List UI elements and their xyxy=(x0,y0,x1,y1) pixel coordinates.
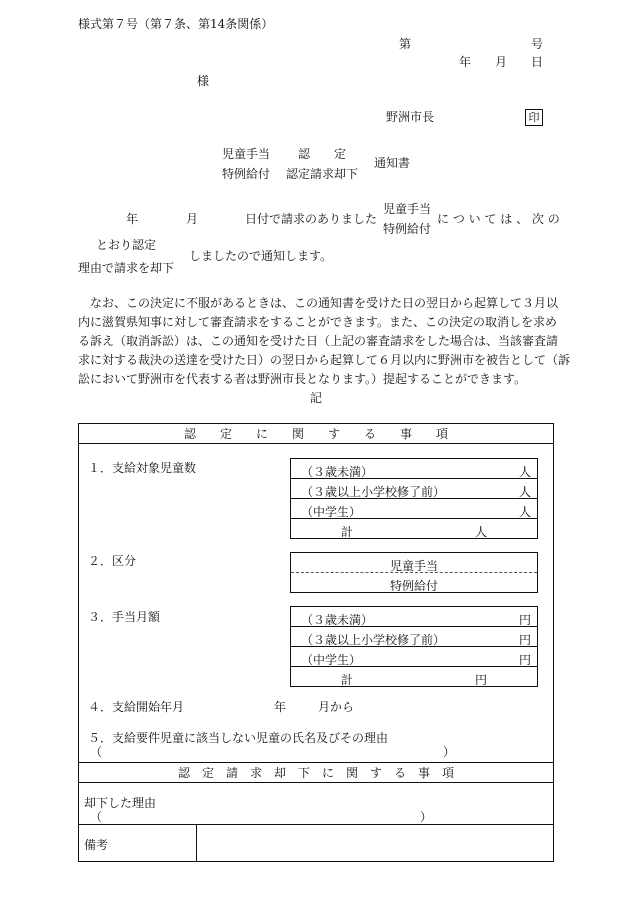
monthly-amount-row-label: （３歳未満） xyxy=(301,613,374,627)
intro-choice-kyakka: 理由で請求を却下 xyxy=(78,261,175,275)
monthly-amount-row-unit: 円 xyxy=(518,613,531,627)
date-month: 月 xyxy=(495,55,508,69)
appeal-notice-line: 訟において野洲市を代表する者は野洲市長となります。）提起することができます。 xyxy=(78,372,527,386)
seal-stamp: 印 xyxy=(525,109,543,126)
date-year: 年 xyxy=(459,55,472,69)
appeal-notice-line: なお、この決定に不服があるときは、この通知書を受けた日の翌日から起算して３月以 xyxy=(90,296,559,310)
child-count-row-unit: 人 xyxy=(518,505,531,519)
child-count-row xyxy=(291,478,537,499)
item4-label: ４．支給開始年月 xyxy=(88,700,185,714)
child-count-row-label: （中学生） xyxy=(301,505,362,519)
intro-tail: に つ い て は 、 次 の xyxy=(437,212,560,226)
section-nintei-title: 認 定 に 関 す る 事 項 xyxy=(183,427,448,441)
title-option-kyakka: 認定請求却下 xyxy=(286,167,359,181)
remarks-label: 備考 xyxy=(84,838,109,852)
intro-choice-nintei: とおり認定 xyxy=(96,238,157,252)
monthly-amount-row-unit: 円 xyxy=(518,653,531,667)
appeal-notice xyxy=(78,294,571,389)
item2-label: ２．区分 xyxy=(88,554,137,568)
rejection-reason-label: 却下した理由 xyxy=(84,796,157,810)
appeal-notice-line: る訴え（取消訴訟）は、この通知を受けた日（上記の審査請求をした場合は、当該審査請 xyxy=(78,334,559,348)
monthly-amount-row xyxy=(291,626,537,647)
item1-label: １．支給対象児童数 xyxy=(88,461,197,475)
appeal-notice-line: 内に滋賀県知事に対して審査請求をすることができます。また、この決定の取消しを求め xyxy=(78,315,558,329)
ki-marker: 記 xyxy=(310,391,323,405)
monthly-amount-row xyxy=(291,607,537,627)
child-count-total-unit: 人 xyxy=(474,525,487,539)
monthly-amount-total-label: 計 xyxy=(341,673,354,687)
divider xyxy=(78,762,554,763)
intro-year: 年 xyxy=(126,212,139,226)
rejection-close-paren: ） xyxy=(420,810,433,824)
section-kyakka-title: 認 定 請 求 却 下 に 関 す る 事 項 xyxy=(177,766,454,780)
child-count-total-row xyxy=(291,518,537,539)
number-suffix: 号 xyxy=(531,37,544,51)
item5-open-paren: （ xyxy=(90,745,103,759)
child-count-row xyxy=(291,498,537,519)
intro-option-tokurei: 特例給付 xyxy=(383,222,432,236)
child-count-total-label: 計 xyxy=(341,525,354,539)
monthly-amount-row-unit: 円 xyxy=(518,633,531,647)
monthly-amount-box xyxy=(290,606,538,687)
form-id: 様式第７号（第７条、第14条関係） xyxy=(78,17,274,31)
child-count-row-label: （３歳以上小学校修了前） xyxy=(301,485,446,499)
monthly-amount-row-label: （３歳以上小学校修了前） xyxy=(301,633,446,647)
intro-date-text: 日付で請求のありました xyxy=(245,212,378,226)
monthly-amount-total-unit: 円 xyxy=(474,673,487,687)
category-option-tokurei: 特例給付 xyxy=(389,579,438,593)
child-count-row xyxy=(291,459,537,479)
item5-close-paren: ） xyxy=(443,745,456,759)
item5-label: ５．支給要件児童に該当しない児童の氏名及びその理由 xyxy=(88,731,389,745)
category-row xyxy=(291,553,537,573)
item4-month: 月から xyxy=(318,700,355,714)
intro-closing: しましたので通知します。 xyxy=(189,249,333,263)
title-suffix: 通知書 xyxy=(374,156,411,170)
item3-label: ３．手当月額 xyxy=(88,610,161,624)
category-row xyxy=(291,572,537,593)
monthly-amount-row xyxy=(291,646,537,667)
number-prefix: 第 xyxy=(399,37,412,51)
issuer: 野洲市長 xyxy=(386,110,435,124)
remarks-divider xyxy=(196,824,197,861)
intro-option-jidou: 児童手当 xyxy=(383,202,432,216)
child-count-row-unit: 人 xyxy=(518,465,531,479)
category-option-jidou: 児童手当 xyxy=(389,559,438,573)
category-box xyxy=(290,552,538,593)
addressee-honorific: 様 xyxy=(197,74,210,88)
rejection-open-paren: （ xyxy=(90,810,103,824)
child-count-row-label: （３歳未満） xyxy=(301,465,374,479)
intro-month: 月 xyxy=(186,212,199,226)
date-day: 日 xyxy=(531,55,544,69)
divider xyxy=(78,824,554,825)
item4-year: 年 xyxy=(274,700,287,714)
divider xyxy=(78,782,554,783)
title-option-tokurei: 特例給付 xyxy=(222,167,271,181)
divider xyxy=(78,443,554,444)
monthly-amount-total-row xyxy=(291,666,537,687)
child-count-box xyxy=(290,458,538,539)
appeal-notice-line: 求に対する裁決の送達を受けた日）の翌日から起算して６月以内に野洲市を被告として（訴 xyxy=(78,353,571,367)
child-count-row-unit: 人 xyxy=(518,485,531,499)
title-option-jidou: 児童手当 xyxy=(222,147,271,161)
monthly-amount-row-label: （中学生） xyxy=(301,653,362,667)
title-option-nintei: 認 定 xyxy=(298,147,347,161)
